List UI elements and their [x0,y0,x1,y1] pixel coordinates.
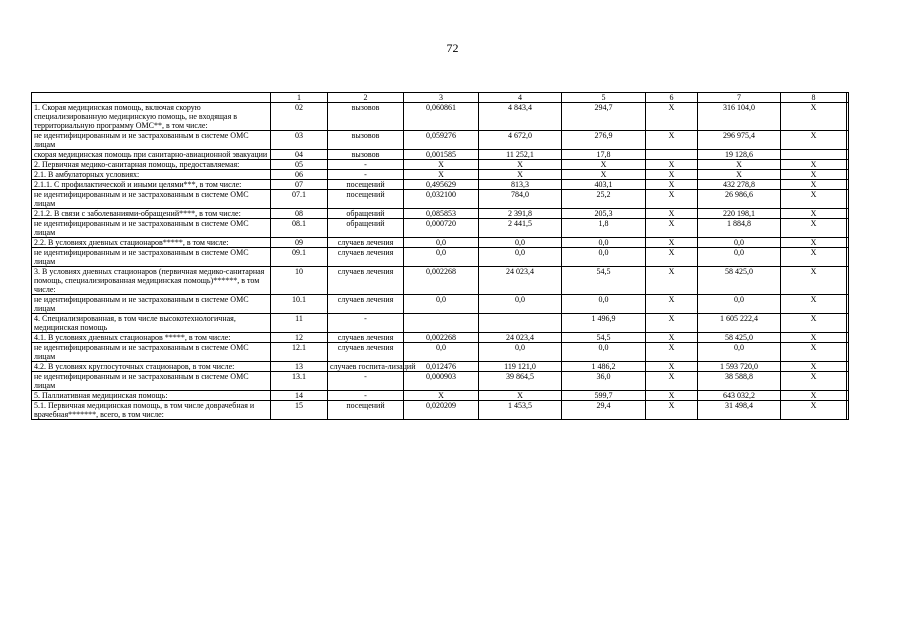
table-row [32,362,849,372]
col4-cell: 4 672,0 [479,131,562,150]
unit-cell: вызовов [328,103,404,131]
row-name-cell: не идентифицированным и не застрахованным в системе ОМС лицам [32,372,271,391]
table-row [32,190,849,209]
unit-cell: обращений [328,219,404,238]
col5-cell: 1,8 [562,219,646,238]
col8-cell [781,150,847,160]
col4-cell: 784,0 [479,190,562,209]
table-row [32,391,849,401]
col5-cell: 29,4 [562,401,646,420]
col9-cell [847,209,849,219]
col3-cell: 0,0 [404,238,479,248]
col7-cell: 58 425,0 [698,267,781,295]
col7-cell: 316 104,0 [698,103,781,131]
col7-cell: 38 588,8 [698,372,781,391]
col6-cell: X [646,295,698,314]
col7-cell: 58 425,0 [698,333,781,343]
col8-cell: X [781,209,847,219]
col6-cell: X [646,160,698,170]
col4-cell: 0,0 [479,295,562,314]
row-name-cell: не идентифицированным и не застрахованным в системе ОМС лицам [32,219,271,238]
col7-cell: 0,0 [698,295,781,314]
col8-cell: X [781,238,847,248]
header-cell: 7 [698,93,781,103]
col4-cell: 0,0 [479,343,562,362]
col5-cell: 36,0 [562,372,646,391]
unit-cell: посещений [328,401,404,420]
col6-cell: X [646,372,698,391]
unit-cell: - [328,391,404,401]
col4-cell: 0,0 [479,248,562,267]
row-name-cell: 4.2. В условиях круглосуточных стационаров, в том числе: [32,362,271,372]
table-row [32,295,849,314]
row-code-cell: 07.1 [271,190,328,209]
col5-cell: 205,3 [562,209,646,219]
row-code-cell: 10 [271,267,328,295]
col9-cell [847,295,849,314]
col9-cell [847,170,849,180]
unit-cell: обращений [328,209,404,219]
row-code-cell: 06 [271,170,328,180]
table-row [32,170,849,180]
col7-cell: 643 032,2 [698,391,781,401]
col5-cell: X [562,160,646,170]
table-row [32,372,849,391]
col8-cell: X [781,314,847,333]
table-row [32,238,849,248]
col8-cell: X [781,103,847,131]
col7-cell: X [698,170,781,180]
row-code-cell: 03 [271,131,328,150]
row-code-cell: 15 [271,401,328,420]
col9-cell [847,343,849,362]
row-name-cell: 5. Паллиативная медицинская помощь: [32,391,271,401]
col3-cell: 0,060861 [404,103,479,131]
row-code-cell: 12.1 [271,343,328,362]
col6-cell: X [646,170,698,180]
page-number: 72 [446,41,459,55]
col5-cell: 0,0 [562,238,646,248]
col3-cell: 0,002268 [404,267,479,295]
row-code-cell: 05 [271,160,328,170]
col9-cell [847,267,849,295]
table-row [32,180,849,190]
col6-cell: X [646,238,698,248]
col7-cell: 1 593 720,0 [698,362,781,372]
col5-cell: 1 486,2 [562,362,646,372]
col9-cell [847,103,849,131]
col7-cell: 0,0 [698,238,781,248]
col6-cell: X [646,131,698,150]
col5-cell: 599,7 [562,391,646,401]
row-name-cell: 2. Первичная медико-санитарная помощь, предоставляемая: [32,160,271,170]
table-header-row [32,93,849,103]
table-row [32,150,849,160]
col8-cell: X [781,219,847,238]
unit-cell: случаев лечения [328,238,404,248]
col3-cell: X [404,391,479,401]
col4-cell: X [479,391,562,401]
col7-cell: 220 198,1 [698,209,781,219]
row-name-cell: 1. Скорая медицинская помощь, включая скорую специализированную медицинскую помощь, не входящая в территориальную программу ОМС**, в том числе: [32,103,271,131]
col5-cell: 0,0 [562,295,646,314]
col7-cell: 26 986,6 [698,190,781,209]
col9-cell [847,314,849,333]
row-code-cell: 13.1 [271,372,328,391]
col3-cell: 0,0 [404,248,479,267]
col3-cell: 0,0 [404,295,479,314]
unit-cell: вызовов [328,150,404,160]
unit-cell: вызовов [328,131,404,150]
unit-cell: - [328,372,404,391]
col3-cell: 0,085853 [404,209,479,219]
col8-cell: X [781,190,847,209]
col4-cell: 2 391,8 [479,209,562,219]
col6-cell: X [646,333,698,343]
header-cell: 6 [646,93,698,103]
col4-cell: 11 252,1 [479,150,562,160]
header-cell: 2 [328,93,404,103]
row-name-cell: 4. Специализированная, в том числе высокотехнологичная, медицинская помощь [32,314,271,333]
unit-cell: - [328,314,404,333]
col4-cell: 24 023,4 [479,267,562,295]
col6-cell: X [646,314,698,333]
col3-cell: 0,020209 [404,401,479,420]
col5-cell: X [562,170,646,180]
col9-cell [847,238,849,248]
table-row [32,267,849,295]
col7-cell: 432 278,8 [698,180,781,190]
table-row [32,333,849,343]
col4-cell: 0,0 [479,238,562,248]
col7-cell: 1 884,8 [698,219,781,238]
col5-cell: 276,9 [562,131,646,150]
row-name-cell: не идентифицированным и не застрахованным в системе ОМС лицам [32,343,271,362]
table-row [32,160,849,170]
col6-cell: X [646,343,698,362]
col5-cell: 54,5 [562,267,646,295]
col9-cell [847,131,849,150]
col6-cell: X [646,103,698,131]
table-row [32,343,849,362]
header-cell [32,93,271,103]
col8-cell: X [781,160,847,170]
col8-cell: X [781,180,847,190]
col3-cell: 0,002268 [404,333,479,343]
row-name-cell: 2.2. В условиях дневных стационаров*****, в том числе: [32,238,271,248]
col3-cell: 0,001585 [404,150,479,160]
col9-cell [847,362,849,372]
col6-cell: X [646,401,698,420]
row-name-cell: 2.1.1. С профилактической и иными целями***, в том числе: [32,180,271,190]
col9-cell [847,372,849,391]
table-row [32,314,849,333]
col7-cell: 31 498,4 [698,401,781,420]
col4-cell [479,314,562,333]
col3-cell: 0,000903 [404,372,479,391]
col7-cell: X [698,160,781,170]
col5-cell: 0,0 [562,248,646,267]
col7-cell: 19 128,6 [698,150,781,160]
unit-cell: - [328,160,404,170]
col8-cell: X [781,372,847,391]
row-name-cell: не идентифицированным и не застрахованным в системе ОМС лицам [32,248,271,267]
col6-cell: X [646,180,698,190]
col3-cell: X [404,160,479,170]
col7-cell: 296 975,4 [698,131,781,150]
table-row [32,219,849,238]
col6-cell [646,150,698,160]
col4-cell: X [479,160,562,170]
unit-cell: посещений [328,180,404,190]
col9-cell [847,150,849,160]
unit-cell: случаев лечения [328,295,404,314]
header-cell: 5 [562,93,646,103]
col3-cell: 0,059276 [404,131,479,150]
row-code-cell: 02 [271,103,328,131]
unit-cell: случаев госпита-лизаций [328,362,404,372]
col3-cell: X [404,170,479,180]
table-row [32,103,849,131]
col8-cell: X [781,333,847,343]
col8-cell: X [781,131,847,150]
row-name-cell: не идентифицированным и не застрахованным в системе ОМС лицам [32,131,271,150]
row-name-cell: 4.1. В условиях дневных стационаров *****, в том числе: [32,333,271,343]
table-row [32,401,849,420]
col4-cell: 1 453,5 [479,401,562,420]
col9-cell [847,248,849,267]
row-code-cell: 10.1 [271,295,328,314]
row-name-cell: 5.1. Первичная медицинская помощь, в том числе доврачебная и врачебная*******, всего, в том числе: [32,401,271,420]
col4-cell: 2 441,5 [479,219,562,238]
unit-cell: случаев лечения [328,248,404,267]
row-code-cell: 14 [271,391,328,401]
col4-cell: 119 121,0 [479,362,562,372]
col8-cell: X [781,391,847,401]
col9-cell [847,401,849,420]
data-table [31,92,849,420]
col9-cell [847,391,849,401]
row-name-cell: не идентифицированным и не застрахованным в системе ОМС лицам [32,295,271,314]
col7-cell: 1 605 222,4 [698,314,781,333]
col9-cell [847,219,849,238]
header-cell: 3 [404,93,479,103]
col6-cell: X [646,219,698,238]
col5-cell: 0,0 [562,343,646,362]
row-code-cell: 04 [271,150,328,160]
col7-cell: 0,0 [698,343,781,362]
header-cell: 1 [271,93,328,103]
col3-cell: 0,012476 [404,362,479,372]
col9-cell [847,160,849,170]
col4-cell: 24 023,4 [479,333,562,343]
col3-cell: 0,032100 [404,190,479,209]
table-row [32,248,849,267]
unit-cell: случаев лечения [328,333,404,343]
unit-cell: - [328,170,404,180]
col8-cell: X [781,401,847,420]
col5-cell: 1 496,9 [562,314,646,333]
col3-cell [404,314,479,333]
header-cell: 8 [781,93,847,103]
col8-cell: X [781,248,847,267]
col5-cell: 25,2 [562,190,646,209]
row-code-cell: 08 [271,209,328,219]
header-cell [847,93,849,103]
row-name-cell: 3. В условиях дневных стационаров (первичная медико-санитарная помощь, специализированная медицинская помощь)******, в том числе: [32,267,271,295]
col6-cell: X [646,209,698,219]
row-code-cell: 09.1 [271,248,328,267]
col9-cell [847,333,849,343]
col8-cell: X [781,362,847,372]
col3-cell: 0,000720 [404,219,479,238]
col3-cell: 0,0 [404,343,479,362]
row-code-cell: 12 [271,333,328,343]
col4-cell: 4 843,4 [479,103,562,131]
col9-cell [847,180,849,190]
col4-cell: X [479,170,562,180]
col4-cell: 39 864,5 [479,372,562,391]
row-code-cell: 13 [271,362,328,372]
col6-cell: X [646,391,698,401]
col6-cell: X [646,190,698,209]
row-code-cell: 11 [271,314,328,333]
col8-cell: X [781,295,847,314]
col5-cell: 54,5 [562,333,646,343]
row-name-cell: 2.1.2. В связи с заболеваниями-обращений****, в том числе: [32,209,271,219]
row-name-cell: не идентифицированным и не застрахованным в системе ОМС лицам [32,190,271,209]
row-code-cell: 09 [271,238,328,248]
row-name-cell: 2.1. В амбулаторных условиях: [32,170,271,180]
row-code-cell: 08.1 [271,219,328,238]
unit-cell: случаев лечения [328,343,404,362]
col5-cell: 294,7 [562,103,646,131]
col8-cell: X [781,267,847,295]
header-cell: 4 [479,93,562,103]
table-row [32,209,849,219]
col4-cell: 813,3 [479,180,562,190]
col8-cell: X [781,170,847,180]
unit-cell: посещений [328,190,404,209]
unit-cell: случаев лечения [328,267,404,295]
row-code-cell: 07 [271,180,328,190]
table-row [32,131,849,150]
col5-cell: 17,8 [562,150,646,160]
col5-cell: 403,1 [562,180,646,190]
col6-cell: X [646,267,698,295]
col8-cell: X [781,343,847,362]
col6-cell: X [646,248,698,267]
col3-cell: 0,495629 [404,180,479,190]
col6-cell: X [646,362,698,372]
col9-cell [847,190,849,209]
col7-cell: 0,0 [698,248,781,267]
row-name-cell: скорая медицинская помощь при санитарно-авиационной эвакуации [32,150,271,160]
